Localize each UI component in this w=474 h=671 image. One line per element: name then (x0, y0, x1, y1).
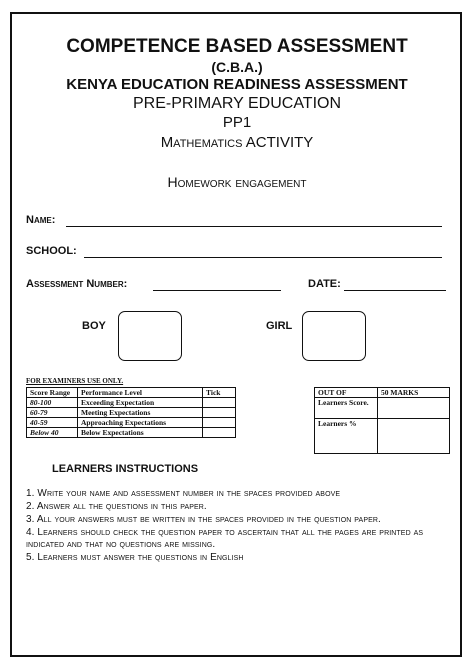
performance-level: Approaching Expectations (78, 418, 203, 428)
name-label: Name: (26, 214, 56, 226)
learners-percent-label: Learners % (315, 419, 378, 454)
instruction-item: 2. Answer all the questions in this paper. (26, 501, 207, 512)
assessment-number-label: Assessment Number: (26, 278, 128, 290)
instructions-list (26, 488, 446, 565)
boy-checkbox[interactable] (118, 311, 182, 361)
girl-label: GIRL (266, 320, 293, 332)
out-of-label: OUT OF (315, 388, 378, 398)
learners-score-cell[interactable] (378, 398, 450, 419)
learners-percent-cell[interactable] (378, 419, 450, 454)
assessment-number-input-line[interactable] (153, 290, 281, 291)
column-header: Score Range (27, 388, 78, 398)
instruction-item: 1. Write your name and assessment number in the spaces provided above (26, 488, 341, 499)
assessment-subtitle: KENYA EDUCATION READINESS ASSESSMENT (66, 76, 408, 93)
instruction-item: 5. Learners must answer the questions in English (26, 552, 244, 563)
score-range: 40-59 (27, 418, 78, 428)
total-marks: 50 MARKS (378, 388, 450, 398)
learners-score-label: Learners Score. (315, 398, 378, 419)
tick-cell[interactable] (203, 398, 236, 408)
name-input-line[interactable] (66, 226, 442, 227)
column-header: Tick (203, 388, 236, 398)
table-row (27, 398, 236, 408)
school-label: SCHOOL: (26, 245, 77, 257)
performance-level: Exceeding Expectation (78, 398, 203, 408)
score-range: 80-100 (27, 398, 78, 408)
table-row (27, 418, 236, 428)
performance-table (26, 387, 236, 438)
score-range: Below 40 (27, 428, 78, 438)
instruction-item: 4. Learners should check the question paper to ascertain that all the pages are printed as indicated and that no questions are missing. (26, 527, 424, 550)
table-row (315, 398, 450, 419)
score-range: 60-79 (27, 408, 78, 418)
tick-cell[interactable] (203, 428, 236, 438)
instructions-title: LEARNERS INSTRUCTIONS (52, 463, 199, 475)
title-abbreviation: (C.B.A.) (211, 59, 263, 75)
table-row (27, 428, 236, 438)
examiners-heading: FOR EXAMINERS USE ONLY. (26, 377, 124, 385)
performance-level: Below Expectations (78, 428, 203, 438)
instruction-item: 3. All your answers must be written in the spaces provided in the question paper. (26, 514, 381, 525)
marks-table (314, 387, 450, 454)
date-label: DATE: (308, 278, 341, 290)
table-row (27, 408, 236, 418)
date-input-line[interactable] (344, 290, 446, 291)
table-row (315, 388, 450, 398)
tick-cell[interactable] (203, 408, 236, 418)
column-header: Performance Level (78, 388, 203, 398)
activity: Homework engagement (167, 174, 307, 190)
performance-level: Meeting Expectations (78, 408, 203, 418)
tick-cell[interactable] (203, 418, 236, 428)
main-title: COMPETENCE BASED ASSESSMENT (66, 36, 408, 57)
table-header-row (27, 388, 236, 398)
girl-checkbox[interactable] (302, 311, 366, 361)
education-level: PRE-PRIMARY EDUCATION (132, 95, 342, 112)
table-row (315, 419, 450, 454)
subject: Mathematics ACTIVITY (160, 134, 314, 151)
school-input-line[interactable] (84, 257, 442, 258)
grade: PP1 (222, 114, 252, 131)
boy-label: BOY (82, 320, 106, 332)
